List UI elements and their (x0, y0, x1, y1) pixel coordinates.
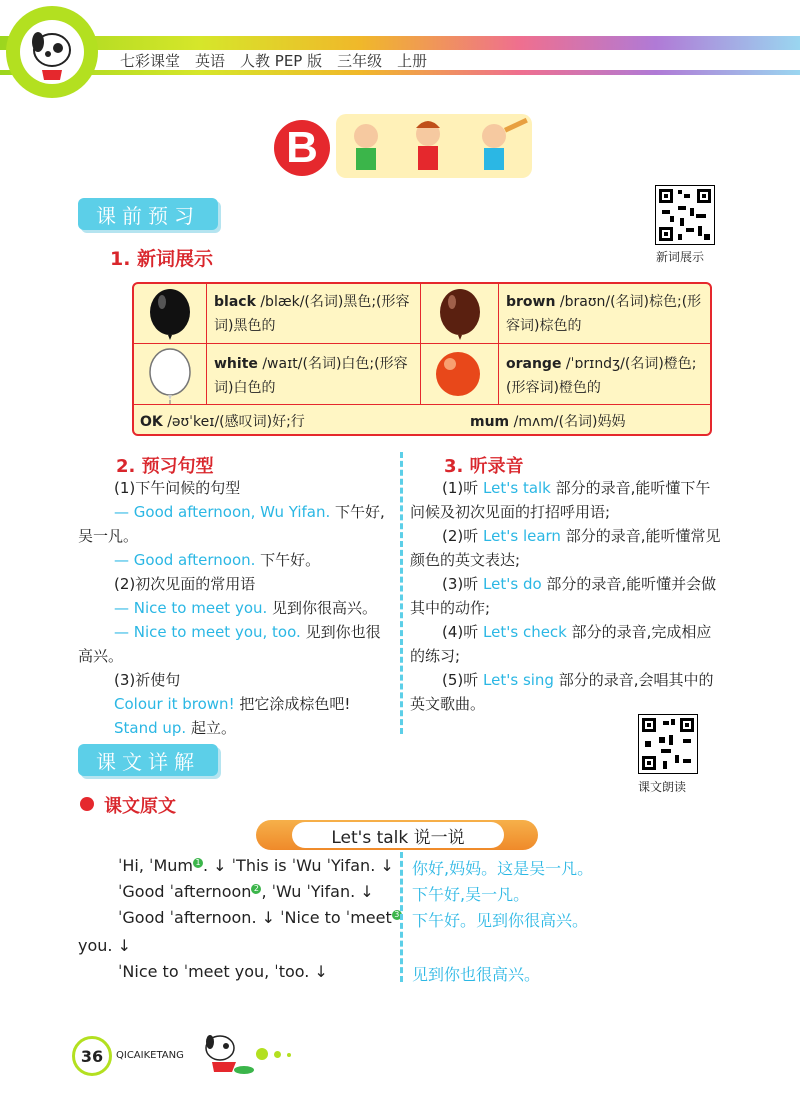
listen-item: (3)听 Let's do 部分的录音,能听懂并会做其中的动作; (410, 575, 717, 617)
word-definition: /əʊˈkeɪ/(感叹词)好;行 (162, 414, 305, 430)
balloon-orange (432, 348, 484, 406)
word-entry-ok (140, 410, 305, 434)
qr-caption-lesson-reading: 课文朗读 (638, 780, 687, 794)
word-entry-mum (470, 410, 626, 434)
dialogue-line-zh: 下午好,吴一凡。 (412, 885, 530, 904)
sentence-line: — Nice to meet you. 见到你很高兴。 (114, 599, 378, 617)
section-letter-badge: B (274, 120, 330, 176)
header-title: 七彩课堂 英语 人教 PEP 版 三年级 上册 (120, 52, 428, 70)
word: OK (140, 414, 163, 430)
lets-talk-label: Let's talk 说一说 (292, 822, 504, 848)
sentence-line: Stand up. 起立。 (114, 719, 236, 737)
word: orange (506, 356, 562, 372)
table-divider (134, 404, 710, 405)
column-divider (400, 452, 403, 734)
qr-code-lesson-reading[interactable] (638, 714, 698, 774)
dialogue-line-en: you. ↓ (78, 936, 131, 955)
word: mum (470, 414, 510, 430)
word-definition: /mʌm/(名词)妈妈 (509, 414, 626, 430)
tab-preview-label: 课前预习 (96, 203, 200, 228)
footer-dot (256, 1048, 268, 1060)
sentence-line: — Good afternoon. 下午好。 (114, 551, 321, 569)
listen-item: (5)听 Let's sing 部分的录音,会唱其中的英文歌曲。 (410, 671, 714, 713)
listen-item: (1)听 Let's talk 部分的录音,能听懂下午问候及初次见面的打招呼用语; (410, 479, 711, 521)
word: white (214, 356, 258, 372)
footer-dot (274, 1051, 281, 1058)
bullet-icon (80, 797, 94, 811)
sentence-line: (1)下午问候的句型 (114, 479, 241, 497)
sentence-line: Colour it brown! 把它涂成棕色吧! (114, 695, 351, 713)
balloon-black (146, 288, 194, 346)
tab-lesson-label: 课文详解 (96, 749, 200, 774)
footer-mascot-image (196, 1030, 256, 1080)
word-entry-brown (506, 290, 706, 338)
header-color-bar (0, 36, 800, 50)
table-divider (134, 343, 710, 344)
listen-list (410, 476, 722, 716)
dialogue-line-zh: 见到你也很高兴。 (412, 965, 541, 984)
footer-dot (287, 1053, 291, 1057)
table-divider (206, 284, 207, 404)
tab-preview (78, 198, 218, 230)
qr-code-new-words[interactable] (655, 185, 715, 245)
sentence-patterns-title: 2. 预习句型 (116, 456, 214, 477)
sentence-line: — Good afternoon, Wu Yifan. 下午好,吴一凡。 (78, 503, 385, 545)
mascot-image (20, 20, 84, 84)
footnote-marker: 1 (193, 858, 203, 868)
word-entry-white (214, 352, 414, 400)
brand-text: QICAIKETANG (116, 1050, 184, 1061)
table-divider (498, 284, 499, 404)
lesson-subtitle: 课文原文 (104, 796, 176, 817)
new-words-title: 1. 新词展示 (110, 248, 214, 270)
tab-lesson (78, 744, 218, 776)
listen-item: (2)听 Let's learn 部分的录音,能听懂常见颜色的英文表达; (410, 527, 721, 569)
page-number: 36 (72, 1036, 112, 1076)
kids-illustration (336, 114, 532, 178)
listen-title: 3. 听录音 (444, 456, 524, 477)
dialogue-line-zh: 你好,妈妈。这是吴一凡。 (412, 859, 594, 878)
word-definition: /waɪt/(名词)白色;(形容词)白色的 (214, 356, 408, 396)
sentence-patterns-list (78, 476, 390, 740)
dialogue-line-zh: 下午好。见到你很高兴。 (412, 911, 589, 930)
dialogue-divider (400, 852, 403, 982)
qr-caption-new-words: 新词展示 (656, 250, 705, 264)
listen-item: (4)听 Let's check 部分的录音,完成相应的练习; (410, 623, 712, 665)
balloon-brown (436, 288, 484, 346)
balloon-white (146, 348, 194, 408)
table-divider (420, 284, 421, 404)
dialogue-line-en: ˈGood ˈafternoon 2 , ˈWu ˈYifan. ↓ (118, 882, 374, 901)
word-definition: /braʊn/(名词)棕色;(形容词)棕色的 (506, 294, 702, 334)
sentence-line: (2)初次见面的常用语 (114, 575, 256, 593)
word: black (214, 294, 256, 310)
footnote-marker: 3 (392, 910, 402, 920)
word-entry-black (214, 290, 414, 338)
dialogue-line-en: ˈNice to ˈmeet you, ˈtoo. ↓ (118, 962, 328, 981)
word-definition: /ˈɒrɪndʒ/(名词)橙色;(形容词)橙色的 (506, 356, 697, 396)
dialogue-line-en: ˈGood ˈafternoon. ↓ ˈNice to ˈmeet 3 (118, 906, 402, 930)
sentence-line: (3)祈使句 (114, 671, 181, 689)
dialogue-line-en: ˈHi, ˈMum 1 . ↓ ˈThis is ˈWu ˈYifan. ↓ (118, 856, 394, 875)
sentence-line: — Nice to meet you, too. 见到你也很高兴。 (78, 623, 381, 665)
word-entry-orange (506, 352, 706, 400)
word: brown (506, 294, 556, 310)
word-definition: /blæk/(名词)黑色;(形容词)黑色的 (214, 294, 410, 334)
footnote-marker: 2 (251, 884, 261, 894)
